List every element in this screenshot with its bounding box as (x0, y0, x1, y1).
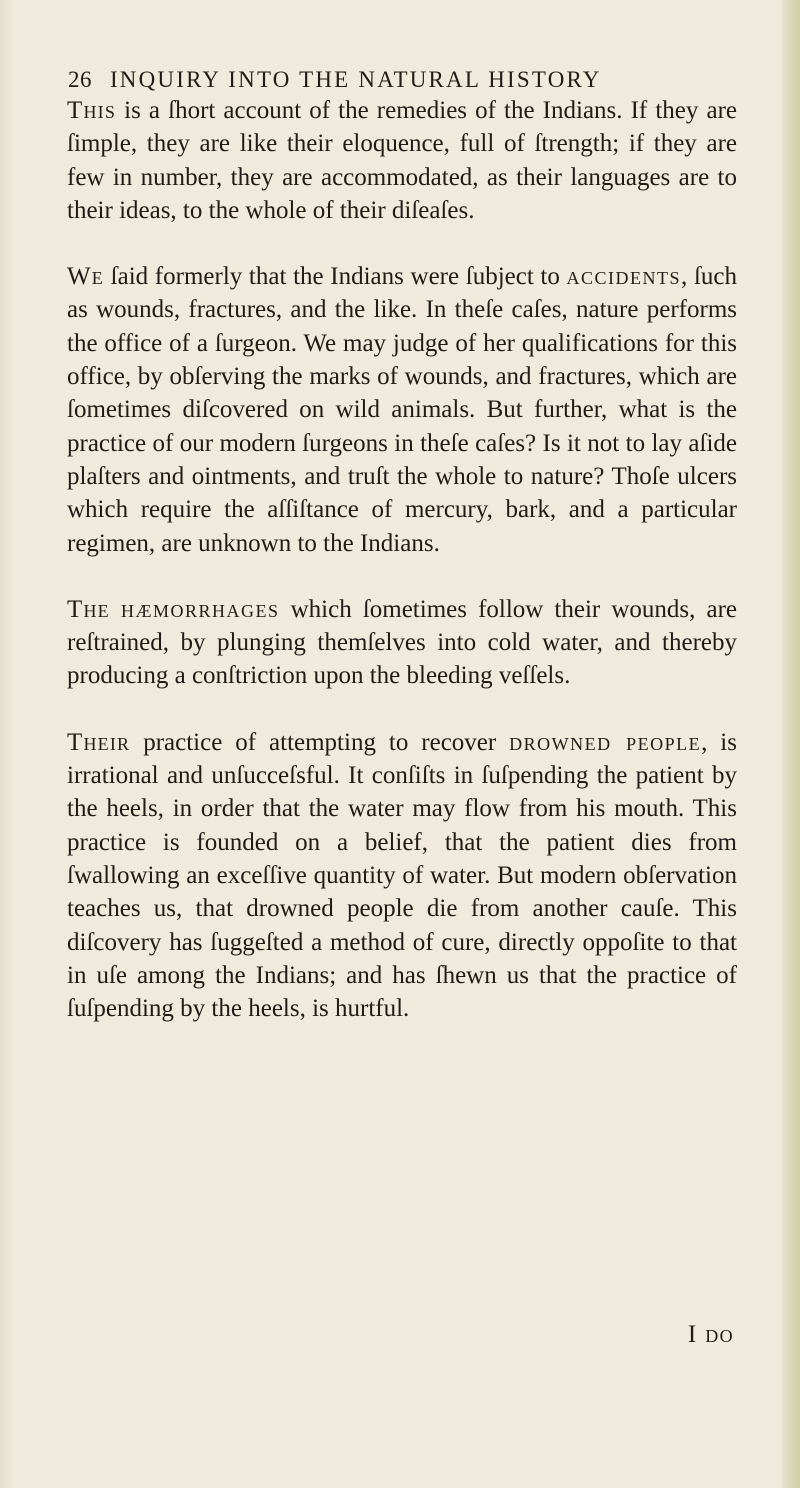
paragraph-lead: The (67, 595, 110, 623)
page-edge (782, 0, 800, 1488)
paragraph-lead: Their (67, 728, 131, 756)
paragraph-text: , ſuch as wounds, fractures, and the like. In theſe caſes, nature performs the office of a ſurgeon. We may judge of her qualifications for this office, by obſerving the marks of wounds, and fractures, which are ſometimes diſcovered on wild animals. But further, what is the practice of our modern ſurgeons in theſe caſes? Is it not to lay aſide plaſters and ointments, and truſt the whole to nature? Thoſe ulcers which require the aſſiſtance of mercury, bark, and a particular regimen, are unknown to the Indians. (67, 263, 737, 557)
paragraph-text: is a ſhort account of the remedies of the Indians. If they are ſimple, they are like their eloquence, full of ſtrength; if they are few in number, they are accommodated, as their languages are to their ideas, to the whole of their diſeaſes. (67, 97, 737, 224)
body-text (67, 94, 737, 1058)
small-caps-term: drowned people (509, 728, 702, 756)
paragraph-text (110, 596, 121, 623)
paragraph-text: , is irrational and unſucceſsful. It conſiſts in ſuſpending the patient by the heels, in order that the water may flow from his mouth. This practice is founded on a belief, that the patient dies from ſwallowing an exceſſive quantity of water. But modern obſervation teaches us, that drowned people die from another cauſe. This diſcovery has ſuggeſted a method of cure, directly oppoſite to that in uſe among the Indians; and has ſhewn us that the practice of ſuſpending by the heels, is hurtful. (67, 728, 737, 1023)
gutter-shade (0, 0, 14, 1488)
paragraph-3 (67, 593, 737, 693)
running-head: INQUIRY INTO THE NATURAL HISTORY (109, 67, 602, 92)
small-caps-term: hæmorrhages (120, 595, 280, 623)
paragraph-text: practice of attempting to recover (130, 728, 510, 756)
paragraph-text: which ſometimes follow their wounds, are reſtrained, by plunging themſelves into cold water, and thereby producing a conſtriction upon the bleeding veſſels. (67, 595, 737, 690)
paragraph-4 (67, 726, 737, 1026)
paragraph-lead: We (67, 263, 104, 291)
page-header (68, 64, 728, 96)
page-number: 26 (68, 67, 92, 92)
catchword: I do (687, 1321, 734, 1348)
paragraph-lead: This (67, 97, 117, 124)
small-caps-term: accidents (566, 263, 682, 291)
paragraph-2 (67, 260, 737, 560)
paragraph-text: ſaid formerly that the Indians were ſubject to (104, 263, 567, 291)
paragraph-1 (67, 94, 737, 227)
